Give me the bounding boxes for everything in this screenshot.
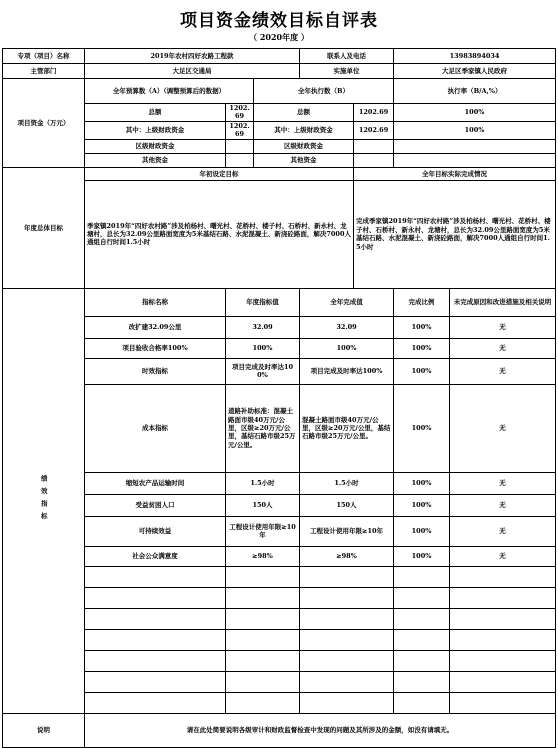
indicator-name: 社会公众满意度	[85, 546, 226, 566]
evaluation-table	[2, 48, 556, 748]
indicator-reason: 无	[450, 516, 556, 546]
fund-row-rate	[394, 153, 556, 167]
fund-row-rate: 100%	[394, 121, 556, 139]
goals-actual-text: 完成季家镇2019年“四好农村路”涉及柏杨村、曙光村、花桥村、楼子村、石桥村、新永村、龙塘村，总长为32.09公里路面宽度为5米基结石路、水泥混凝土、新浇砼路面，解决7000人通组自行时间1.5小时	[354, 180, 556, 288]
indicator-name: 缩短农产品运输时间	[85, 472, 226, 494]
fund-row-budget: 1202.69	[226, 104, 254, 122]
fund-row-exec	[354, 153, 394, 167]
goals-actual-header: 全年目标实际完成情况	[354, 167, 556, 180]
fund-row-exec	[354, 139, 394, 153]
indicator-actual: ≥98%	[300, 546, 394, 566]
footer-text: 请在此处简要说明各级审计和财政监督检查中发现的问题及其所涉及的金额，如没有请填无。	[85, 713, 556, 747]
indicator-ratio: 100%	[394, 338, 450, 358]
fund-row-rate	[394, 139, 556, 153]
indicator-name: 可持续效益	[85, 516, 226, 546]
fund-row-budget	[226, 139, 254, 153]
fund-row-exec: 1202.69	[354, 104, 394, 122]
indicators-label	[3, 288, 85, 713]
fund-row-exec-name: 其他资金	[254, 153, 354, 167]
goals-label: 年度总体目标	[3, 167, 85, 288]
budget-header: 全年预算数（A）（调整预算后的数据）	[85, 79, 254, 104]
indicator-target: 项目完成及时率达100%	[226, 358, 300, 384]
indicator-name: 时效指标	[85, 358, 226, 384]
goals-plan-header: 年初设定目标	[85, 167, 354, 180]
contact-value: 13983894034	[394, 49, 556, 64]
indicator-ratio: 100%	[394, 546, 450, 566]
fund-row-budget	[226, 153, 254, 167]
ind-header-target: 年度指标值	[226, 288, 300, 316]
indicator-ratio: 100%	[394, 384, 450, 472]
ind-header-ratio: 完成比例	[394, 288, 450, 316]
indicator-reason: 无	[450, 316, 556, 338]
indicator-name: 项目验收合格率100%	[85, 338, 226, 358]
indicator-target: 100%	[226, 338, 300, 358]
blank-row	[3, 566, 556, 587]
blank-row	[3, 587, 556, 608]
report-year: （ 2020年度 ）	[249, 32, 309, 42]
indicator-ratio: 100%	[394, 472, 450, 494]
footer-label: 说明	[3, 713, 85, 747]
indicator-reason: 无	[450, 546, 556, 566]
indicator-ratio: 100%	[394, 516, 450, 546]
fund-row-name: 其中：上级财政资金	[85, 121, 226, 139]
indicator-reason: 无	[450, 472, 556, 494]
fund-row-name: 其他资金	[85, 153, 226, 167]
indicator-actual: 100%	[300, 338, 394, 358]
indicator-target: 1.5小时	[226, 472, 300, 494]
fund-row-exec-name: 其中：上级财政资金	[254, 121, 354, 139]
indicator-reason: 无	[450, 494, 556, 516]
blank-row	[3, 671, 556, 692]
fund-row-exec: 1202.69	[354, 121, 394, 139]
indicator-actual: 32.09	[300, 316, 394, 338]
indicator-ratio: 100%	[394, 358, 450, 384]
blank-row	[3, 692, 556, 713]
blank-row	[3, 650, 556, 671]
indicator-actual: 1.5小时	[300, 472, 394, 494]
indicator-reason: 无	[450, 384, 556, 472]
dept-label: 主管部门	[3, 64, 85, 79]
indicator-target: 150人	[226, 494, 300, 516]
contact-label: 联系人及电话	[300, 49, 394, 64]
rate-header: 执行率（B/A,%）	[394, 79, 556, 104]
goals-plan-text: 季家镇2019年“四好农村路”涉及柏杨村、曙光村、花桥村、楼子村、石桥村、新永村、龙塘村，总长为32.09公里路面宽度为5米基结石路、水泥混凝土、新浇砼路面，解决7000人通组自行时间1.5小时	[85, 180, 354, 288]
indicator-actual: 工程设计使用年限≥10年	[300, 516, 394, 546]
indicator-actual: 150人	[300, 494, 394, 516]
indicator-ratio: 100%	[394, 494, 450, 516]
indicator-reason: 无	[450, 358, 556, 384]
indicator-target: 工程设计使用年限≥10年	[226, 516, 300, 546]
indicator-ratio: 100%	[394, 316, 450, 338]
impl-value: 大足区季家镇人民政府	[394, 64, 556, 79]
fund-row-name: 区级财政资金	[85, 139, 226, 153]
indicator-name: 受益贫困人口	[85, 494, 226, 516]
blank-row	[3, 608, 556, 629]
indicator-reason: 无	[450, 338, 556, 358]
impl-label: 实施单位	[300, 64, 394, 79]
ind-header-name: 指标名称	[85, 288, 226, 316]
indicator-target: ≥98%	[226, 546, 300, 566]
funds-label: 项目资金（万元）	[3, 79, 85, 168]
project-name-label: 专项（项目）名称	[3, 49, 85, 64]
ind-header-reason: 未完成原因和改进措施及相关说明	[450, 288, 556, 316]
page-title: 项目资金绩效目标自评表	[180, 11, 378, 31]
indicator-actual: 混凝土路面市级40万元/公里，区级≥20万元/公里，基结石路市级25万元/公里。	[300, 384, 394, 472]
fund-row-exec-name: 区级财政资金	[254, 139, 354, 153]
blank-row	[3, 629, 556, 650]
indicator-target: 32.09	[226, 316, 300, 338]
indicator-target: 道路补助标准：混凝土路面市级40万元/公里，区级≥20万元/公里，基结石路市级25万元/公里。	[226, 384, 300, 472]
fund-row-rate: 100%	[394, 104, 556, 122]
fund-row-budget: 1202.69	[226, 121, 254, 139]
project-name: 2019年农村四好农路工程款	[85, 49, 300, 64]
indicator-name: 成本指标	[85, 384, 226, 472]
indicators-label-text: 绩效指标	[39, 474, 48, 525]
dept-value: 大足区交通局	[85, 64, 300, 79]
fund-row-exec-name: 总额	[254, 104, 354, 122]
exec-header: 全年执行数（B）	[254, 79, 394, 104]
indicator-name: 改扩建32.09公里	[85, 316, 226, 338]
ind-header-actual: 全年完成值	[300, 288, 394, 316]
fund-row-name: 总额	[85, 104, 226, 122]
indicator-actual: 项目完成及时率达100%	[300, 358, 394, 384]
